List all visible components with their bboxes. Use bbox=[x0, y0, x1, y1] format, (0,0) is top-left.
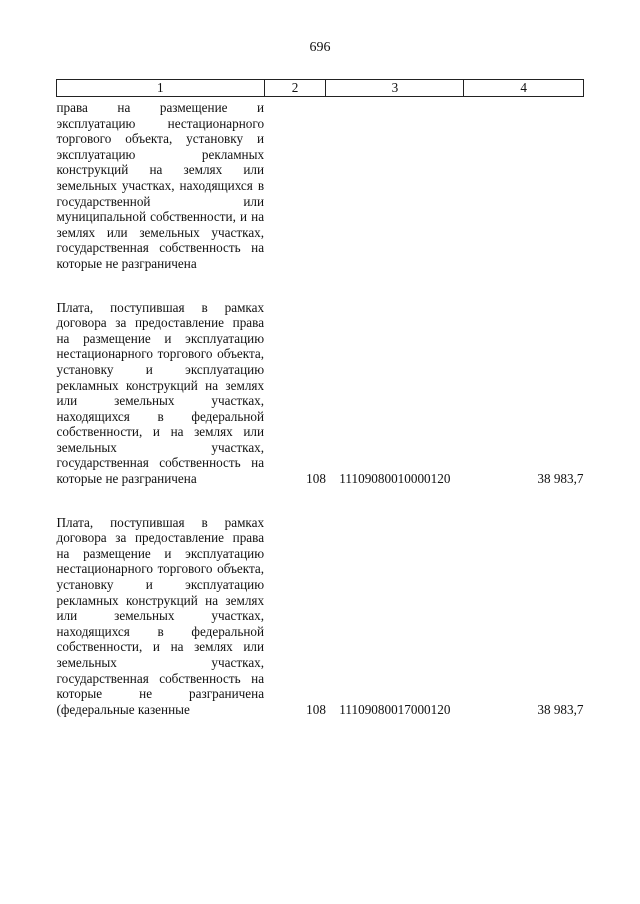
column-header-1: 1 bbox=[57, 80, 265, 97]
column-header-2: 2 bbox=[264, 80, 326, 97]
row-admin-code: 108 bbox=[306, 471, 326, 487]
row-admin-code bbox=[264, 97, 326, 272]
row-description: права на размещение и эксплуатацию нестационарного торгового объекта, установку и эксплуатацию рекламных конструкций на землях или земельных участках, находящихся в государственной или муниципальной собственности, и на землях или земельных участках, государственная собственность на которые не разграничена bbox=[56, 100, 265, 271]
row-description: Плата, поступившая в рамках договора за предоставление права на размещение и эксплуатацию нестационарного торгового объекта, установку и эксплуатацию рекламных конструкций на землях или земельных участках, находящихся в федеральной собственности, и на землях или земельных участках, государственная собственность на которые не разграничена (федеральные казенные bbox=[56, 514, 265, 717]
table-row bbox=[57, 515, 584, 718]
column-header-row bbox=[57, 80, 584, 97]
row-amount: 38 983,7 bbox=[537, 471, 584, 487]
table-row bbox=[57, 300, 584, 487]
row-amount bbox=[464, 97, 584, 272]
budget-table bbox=[56, 79, 584, 717]
row-kbk-code: 11109080010000120 bbox=[339, 471, 451, 487]
page-number: 696 bbox=[309, 40, 331, 55]
column-header-4: 4 bbox=[464, 80, 584, 97]
row-kbk-code bbox=[326, 97, 464, 272]
row-amount: 38 983,7 bbox=[537, 701, 584, 717]
row-spacer bbox=[57, 487, 584, 515]
row-description: Плата, поступившая в рамках договора за предоставление права на размещение и эксплуатацию нестационарного торгового объекта, установку и эксплуатацию рекламных конструкций на землях или земельных участках, находящихся в федеральной собственности, и на землях или земельных участках, государственная собственность на которые не разграничена bbox=[56, 299, 265, 487]
table-row bbox=[57, 97, 584, 272]
row-admin-code: 108 bbox=[306, 701, 326, 717]
row-spacer bbox=[57, 272, 584, 300]
column-header-3: 3 bbox=[326, 80, 464, 97]
row-kbk-code: 11109080017000120 bbox=[339, 701, 451, 717]
